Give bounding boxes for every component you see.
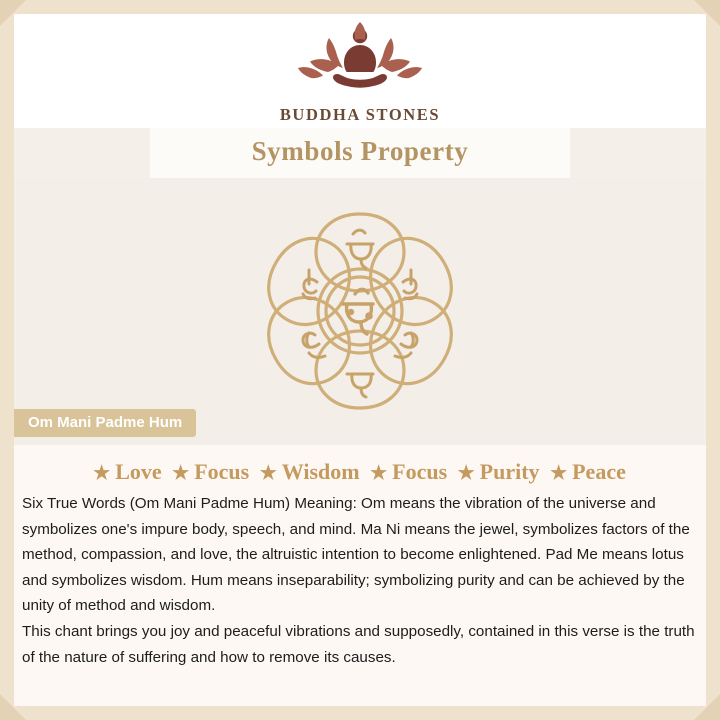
keyword-wisdom: Wisdom	[281, 459, 360, 484]
star-icon: ★	[370, 463, 388, 484]
star-icon: ★	[550, 463, 568, 484]
body-paragraph-1: Six True Words (Om Mani Padme Hum) Meaning: Om means the vibration of the universe and symbolizes one's impure body, speech, and mind. Ma Ni means the jewel, symbolizes factors of the method, compassion, and love, the altruistic intention to become enlightened. Pad Me means lotus and symbolizes wisdom. Hum means inseparability; symbolizing purity and can be achieved by the unity of method and wisdom.	[22, 495, 690, 615]
body-paragraph-2: This chant brings you joy and peaceful vibrations and supposedly, contained in this verse is the truth of the nature of suffering and how to remove its causes.	[22, 622, 695, 666]
brand-name: BUDDHA STONES	[279, 105, 441, 124]
keyword-focus-1: Focus	[194, 459, 250, 484]
om-mani-padme-hum-mandala-icon	[235, 423, 485, 440]
keywords-row	[14, 459, 706, 485]
brand-block	[0, 16, 720, 125]
status-badge: Om Mani Padme Hum	[14, 409, 196, 437]
mandala-illustration-wrap	[0, 186, 720, 441]
keyword-peace: Peace	[572, 459, 626, 484]
keyword-focus-2: Focus	[392, 459, 448, 484]
star-icon: ★	[172, 463, 190, 484]
keyword-purity: Purity	[479, 459, 540, 484]
keyword-love: Love	[115, 459, 162, 484]
star-icon: ★	[259, 463, 277, 484]
star-icon: ★	[457, 463, 475, 484]
lotus-meditation-icon	[0, 16, 720, 103]
star-icon: ★	[93, 463, 111, 484]
page-title: Symbols Property	[251, 136, 469, 166]
body-copy	[22, 491, 700, 670]
